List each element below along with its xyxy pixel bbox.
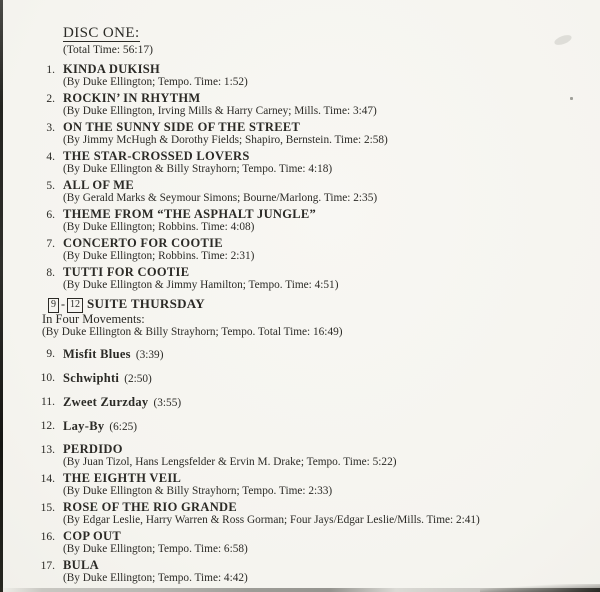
track-title: ROSE OF THE RIO GRANDE	[63, 500, 237, 514]
track-number: 17.	[40, 559, 55, 572]
track-number: 16.	[40, 530, 55, 543]
track-title: THEME FROM “THE ASPHALT JUNGLE”	[63, 207, 317, 221]
track-credit: (By Jimmy McHugh & Dorothy Fields; Shapiro, Bernstein. Time: 2:58)	[63, 134, 388, 146]
suite-section	[42, 296, 600, 339]
track-number: 13.	[40, 443, 55, 456]
track-number: 7.	[46, 237, 55, 250]
track-row	[0, 92, 600, 118]
movement-row	[0, 371, 600, 386]
tracklist-content	[0, 24, 600, 588]
track-row	[0, 443, 600, 469]
track-credit: (By Duke Ellington; Tempo. Time: 6:58)	[63, 543, 248, 555]
suite-title: SUITE THURSDAY	[87, 296, 205, 311]
movement-title: Misfit Blues	[63, 347, 131, 361]
track-body	[63, 92, 377, 118]
track-title: ROCKIN’ IN RHYTHM	[63, 91, 201, 105]
track-list-1	[0, 63, 600, 292]
track-body	[63, 530, 248, 556]
track-row	[0, 530, 600, 556]
track-credit: (By Duke Ellington & Billy Strayhorn; Tempo. Time: 2:33)	[63, 485, 333, 497]
suite-credit: (By Duke Ellington & Billy Strayhorn; Tempo. Total Time: 16:49)	[42, 326, 343, 338]
movement-body	[63, 395, 181, 410]
track-title: THE EIGHTH VEIL	[63, 471, 182, 485]
track-row	[0, 179, 600, 205]
movement-title: Zweet Zurzday	[63, 395, 149, 409]
disc-title: DISC ONE:	[63, 25, 140, 41]
track-body	[63, 443, 397, 469]
track-body	[63, 559, 248, 585]
track-credit: (By Duke Ellington; Robbins. Time: 4:08)	[63, 221, 255, 233]
movement-body	[63, 419, 137, 434]
movement-time: (6:25)	[109, 421, 137, 433]
track-title: ON THE SUNNY SIDE OF THE STREET	[63, 120, 301, 134]
track-body	[63, 208, 316, 234]
movement-time: (3:39)	[135, 349, 164, 361]
scan-edge-corner	[480, 584, 600, 592]
disc-total-time: (Total Time: 56:17)	[63, 44, 153, 56]
track-row	[0, 63, 600, 89]
track-credit: (By Duke Ellington, Irving Mills & Harry Carney; Mills. Time: 3:47)	[63, 105, 377, 117]
track-title: THE STAR-CROSSED LOVERS	[63, 149, 250, 163]
suite-range-dash: -	[61, 297, 65, 311]
track-credit: (By Edgar Leslie, Harry Warren & Ross Gorman; Four Jays/Edgar Leslie/Mills. Time: 2:41)	[63, 514, 480, 526]
track-number: 3.	[46, 121, 55, 134]
suite-range-start-box: 9	[48, 298, 59, 313]
track-number: 6.	[46, 208, 55, 221]
track-body	[63, 501, 480, 527]
movement-number: 10.	[40, 371, 55, 384]
track-row	[0, 208, 600, 234]
suite-subtitle: In Four Movements:	[42, 312, 145, 326]
disc-header	[0, 24, 600, 57]
track-row	[0, 266, 600, 292]
movement-body	[63, 347, 163, 362]
track-list-2	[0, 443, 600, 585]
movement-title: Schwiphti	[63, 371, 120, 385]
track-title: KINDA DUKISH	[63, 62, 161, 76]
track-body	[63, 179, 377, 205]
track-title: CONCERTO FOR COOTIE	[63, 236, 223, 250]
track-number: 4.	[46, 150, 55, 163]
track-row	[0, 472, 600, 498]
track-credit: (By Juan Tizol, Hans Lengsfelder & Ervin M. Drake; Tempo. Time: 5:22)	[63, 456, 397, 468]
track-body	[63, 237, 254, 263]
track-title: BULA	[63, 558, 99, 572]
movement-number: 12.	[40, 419, 55, 432]
track-body	[63, 63, 248, 89]
track-row	[0, 150, 600, 176]
track-title: TUTTI FOR COOTIE	[63, 265, 190, 279]
scan-edge-left	[0, 0, 3, 592]
track-number: 5.	[46, 179, 55, 192]
movement-time: (3:55)	[153, 397, 182, 409]
movement-row	[0, 395, 600, 410]
track-credit: (By Duke Ellington; Robbins. Time: 2:31)	[63, 250, 255, 262]
track-row	[0, 501, 600, 527]
track-number: 2.	[46, 92, 55, 105]
movement-row	[0, 419, 600, 434]
movement-row	[0, 347, 600, 362]
track-body	[63, 266, 338, 292]
track-body	[63, 121, 388, 147]
track-row	[0, 121, 600, 147]
track-credit: (By Duke Ellington & Billy Strayhorn; Tempo. Time: 4:18)	[63, 163, 333, 175]
suite-movement-list	[0, 347, 600, 434]
track-credit: (By Duke Ellington; Tempo. Time: 1:52)	[63, 76, 248, 88]
track-row	[0, 237, 600, 263]
movement-title: Lay-By	[63, 419, 105, 433]
track-credit: (By Duke Ellington & Jimmy Hamilton; Tempo. Time: 4:51)	[63, 279, 339, 291]
track-number: 15.	[40, 501, 55, 514]
scan-speck-artifact	[570, 97, 573, 100]
movement-time: (2:50)	[124, 373, 152, 385]
track-number: 1.	[46, 63, 55, 76]
track-number: 14.	[40, 472, 55, 485]
suite-range-end-box: 12	[67, 298, 83, 313]
movement-number: 11.	[41, 395, 55, 408]
track-title: ALL OF ME	[63, 178, 134, 192]
track-number: 8.	[46, 266, 55, 279]
suite-heading	[48, 296, 600, 313]
track-title: COP OUT	[63, 529, 122, 543]
track-row	[0, 559, 600, 585]
track-body	[63, 472, 332, 498]
movement-body	[63, 371, 152, 386]
track-title: PERDIDO	[63, 442, 123, 456]
movement-number: 9.	[46, 347, 55, 360]
track-credit: (By Duke Ellington; Tempo. Time: 4:42)	[63, 572, 248, 584]
track-body	[63, 150, 332, 176]
track-credit: (By Gerald Marks & Seymour Simons; Bourne/Marlong. Time: 2:35)	[63, 192, 378, 204]
